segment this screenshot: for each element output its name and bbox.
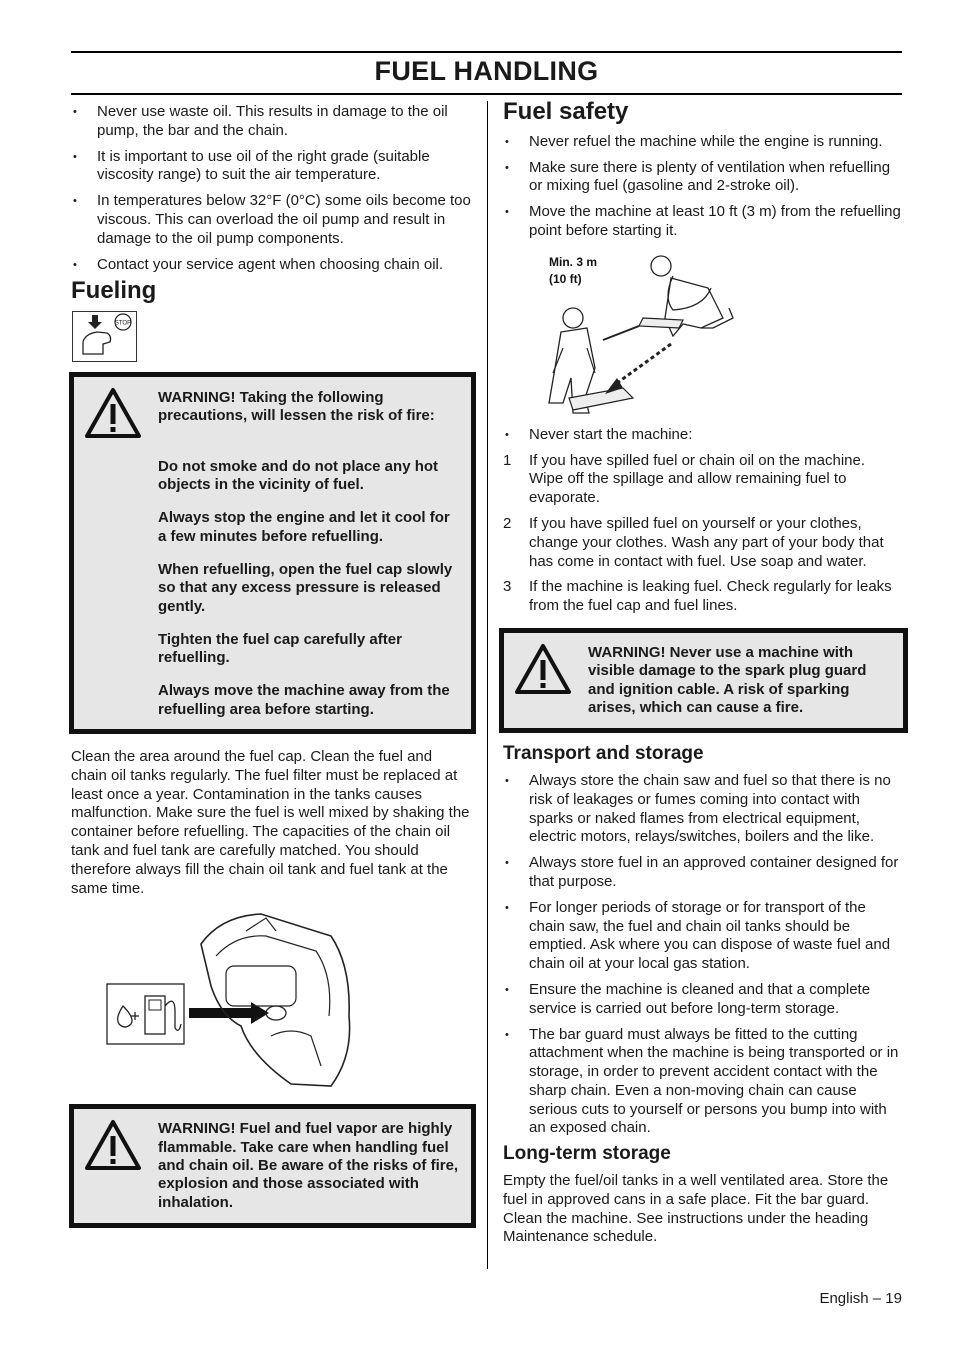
svg-text:Min. 3 m: Min. 3 m: [549, 254, 598, 269]
longterm-paragraph: Empty the fuel/oil tanks in a well ventilated area. Store the fuel in approved cans in a safe place. Fit the bar guard. Clean the machine. See instructions under the heading Maintenance schedule.: [503, 1172, 889, 1246]
page-title: FUEL HANDLING: [374, 56, 599, 86]
chain-oil-bullets: [71, 103, 471, 274]
left-column: [71, 103, 471, 1228]
warning-triangle-icon: [514, 643, 572, 695]
item-number: 3: [503, 578, 512, 596]
list-item: • Always store the chain saw and fuel so that there is no risk of leakages or fumes coming into contact with sparks or naked flames from electrical equipment, electric motors, relays/switches, boilers and the like.: [503, 772, 903, 847]
list-item: [503, 452, 903, 508]
fuel-safety-heading: Fuel safety: [503, 98, 629, 125]
column-divider: [487, 101, 488, 1269]
list-item: • It is important to use oil of the right grade (suitable viscosity range) to suit the air temperature.: [71, 148, 471, 186]
list-item: [503, 515, 903, 571]
header-rule-bottom: [71, 93, 902, 95]
fuel-safety-bullets: [503, 133, 903, 241]
list-item: • Never refuel the machine while the engine is running.: [503, 133, 903, 152]
transport-heading: Transport and storage: [503, 743, 704, 765]
svg-text:(10 ft): (10 ft): [549, 271, 582, 286]
page-footer: English – 19: [819, 1290, 902, 1307]
never-start-bullet: [503, 426, 903, 445]
warning-text: When refuelling, open the fuel cap slowly so that any excess pressure is released gently.: [158, 560, 453, 615]
right-column: [503, 98, 903, 1247]
fuel-cap-illustration: [71, 906, 471, 1096]
warning-triangle-icon: [84, 387, 142, 439]
list-item: • Always store fuel in an approved container designed for that purpose.: [503, 854, 903, 892]
header-rule-top: [71, 51, 902, 53]
refuel-distance-icon: [533, 248, 753, 420]
item-number: 2: [503, 514, 512, 532]
stop-engine-symbol: [72, 311, 137, 362]
list-item: • In temperatures below 32°F (0°C) some oils become too viscous. This can overload the oil pump and result in damage to the oil pump components.: [71, 192, 471, 248]
item-text: If you have spilled fuel on yourself or your clothes, change your clothes. Wash any part of your body that has come in contact with fuel. Use soap and water.: [529, 514, 884, 570]
warning-text: WARNING! Never use a machine with visible damage to the spark plug guard and ignition cable. A risk of sparking arises, which can cause a fire.: [588, 643, 867, 716]
warning-text: Tighten the fuel cap carefully after refuelling.: [158, 630, 402, 667]
warning-text: WARNING! Fuel and fuel vapor are highly flammable. Take care when handling fuel and chain oil. Be aware of the risks of fire, explosion and those associated with inhalation.: [158, 1120, 459, 1211]
longterm-heading: Long-term storage: [503, 1143, 671, 1165]
fire-warning-box: [69, 372, 476, 734]
transport-bullets: [503, 772, 903, 1138]
warning-triangle-icon: [84, 1119, 142, 1171]
flammable-warning-box: [69, 1104, 476, 1227]
warning-text: Always move the machine away from the refuelling area before starting.: [158, 682, 450, 718]
item-number: 1: [503, 451, 512, 469]
item-text: If you have spilled fuel or chain oil on the machine. Wipe off the spillage and allow remaining fuel to evaporate.: [529, 451, 866, 507]
svg-text:STOP: STOP: [114, 320, 132, 327]
warning-text: Do not smoke and do not place any hot objects in the vicinity of fuel.: [158, 457, 439, 494]
list-item: • Ensure the machine is cleaned and that a complete service is carried out before long-term storage.: [503, 981, 903, 1019]
fuel-paragraph-block: [71, 748, 471, 898]
chainsaw-fuel-cap-icon: [71, 906, 471, 1096]
fuel-paragraph: Clean the area around the fuel cap. Clean the fuel and chain oil tanks regularly. The fuel filter must be replaced at least once a year. Contamination in the tanks causes malfunction. Make sure the fuel is well mixed by shaking the container before refuelling. The capacities of the chain oil tank and fuel tank are carefully matched. You should therefore always fill the chain oil tank and fuel tank at the same time.: [71, 748, 470, 897]
never-start-conditions: [503, 452, 903, 616]
list-item: • Never use waste oil. This results in damage to the oil pump, the bar and the chain.: [71, 103, 471, 141]
list-item: [503, 578, 903, 616]
list-item: • The bar guard must always be fitted to the cutting attachment when the machine is being transported or in storage, in order to prevent accident contact with the sharp chain. Even a non-moving chain can cause serious cuts to yourself or persons you bump into with an exposed chain.: [503, 1026, 903, 1139]
fueling-heading: Fueling: [71, 277, 157, 305]
item-text: If the machine is leaking fuel. Check regularly for leaks from the fuel cap and fuel lines.: [529, 578, 892, 615]
list-item: • Move the machine at least 10 ft (3 m) from the refuelling point before starting it.: [503, 203, 903, 241]
list-item: • For longer periods of storage or for transport of the chain saw, the fuel and chain oil tanks should be emptied. Ask where you can dispose of waste fuel and chain oil at your local gas station.: [503, 899, 903, 974]
list-item: • Never start the machine:: [503, 426, 903, 445]
list-item: • Make sure there is plenty of ventilation when refuelling or mixing fuel (gasoline and 2-stroke oil).: [503, 159, 903, 197]
spark-warning-box: [499, 628, 908, 733]
stop-engine-icon: [73, 312, 136, 361]
warning-text: Always stop the engine and let it cool for a few minutes before refuelling.: [158, 509, 450, 545]
warning-text: WARNING! Taking the following precautions, will lessen the risk of fire:: [158, 389, 435, 425]
list-item: • Contact your service agent when choosing chain oil.: [71, 256, 471, 275]
distance-illustration: [533, 248, 903, 420]
